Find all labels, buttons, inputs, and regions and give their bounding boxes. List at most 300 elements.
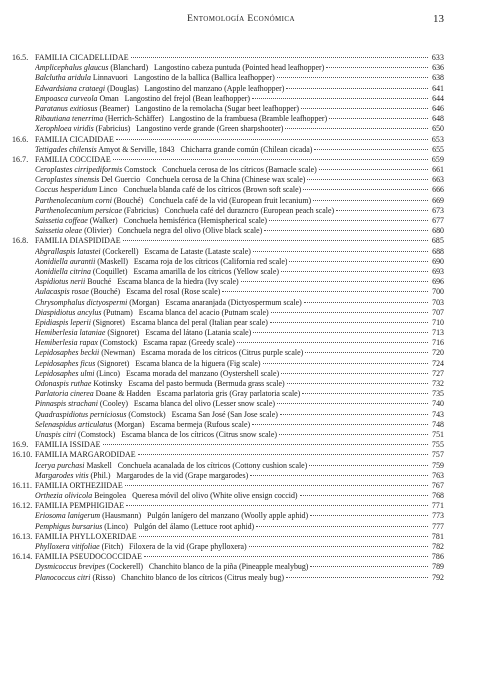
leader-dots [263,363,428,364]
page-ref: 755 [431,440,444,450]
species-entry [35,216,267,226]
toc-species-row [12,216,444,226]
page-ref: 661 [432,165,444,175]
page-ref: 666 [432,185,444,195]
leader-dots [249,546,428,547]
author: (Beamer) [99,103,130,113]
author: Maskell [86,460,112,470]
toc-species-row [12,471,444,481]
author: (Comstock) [99,338,138,348]
leader-dots [241,281,428,282]
common-name: Filoxera de la vid (Grape phylloxera) [129,542,247,551]
toc-species-row [12,410,444,420]
page-ref: 751 [432,429,444,439]
leader-dots [271,312,428,313]
toc-species-row [12,359,444,369]
author: Linnavuori [92,73,128,83]
scientific-name: Lepidosaphes beckii [35,348,100,358]
toc-species-row [12,328,444,338]
scientific-name: Chrysomphalus dictyospermi [35,297,128,307]
scientific-name: Parthenolecanium persicae [35,205,122,215]
page-ref: 690 [432,256,444,266]
leader-dots [314,149,428,150]
page-ref: 716 [432,338,444,348]
scientific-name: Coccus hesperidum [35,185,98,195]
species-entry [35,114,327,124]
leader-dots [329,118,428,119]
page-ref: 732 [432,379,444,388]
leader-dots [309,465,428,466]
leader-dots [252,424,428,425]
page-ref: 773 [432,511,444,521]
common-name: Escama San José (San Jose scale) [171,409,278,419]
common-name: Chanchito blanco de la piña (Pineapple mealybug) [148,562,309,572]
page-ref: 648 [432,114,444,124]
author: (Fitch) [101,542,124,551]
common-name: Escama de Lataste (Lataste scale) [144,246,251,256]
common-name: Conchuela acanalada de los cítricos (Cottony cushion scale) [117,460,308,470]
author: (Fabricius) [123,205,159,215]
leader-dots [253,251,428,252]
author: Kotinsky [93,379,123,388]
toc-species-row [12,308,444,318]
species-entry [35,348,303,358]
toc-species-row [12,73,444,83]
leader-dots [281,271,428,272]
author: (Walker) [89,216,118,225]
species-entry [35,257,287,267]
common-name: Escama roja de los cítricos (California red scale) [133,256,288,266]
page-ref: 673 [432,205,444,215]
leader-dots [304,302,428,303]
section-number: 16.12. [12,501,33,511]
page-ref: 767 [431,480,444,490]
toc-species-row [12,348,444,358]
page-ref: 735 [432,389,444,399]
page-ref: 707 [432,307,444,317]
common-name: Escama bermeja (Rufous scale) [150,419,251,429]
family-name: FAMILIA PSEUDOCOCCIDAE [35,552,143,562]
page-ref: 700 [432,287,444,297]
author: Beingolea [94,491,127,501]
toc-species-row [12,379,444,389]
toc-family-row [12,501,444,511]
toc-species-row [12,185,444,195]
common-name: Conchuela blanda café de los cítricos (Brown soft scale) [123,185,302,195]
author: (Morgan) [114,419,145,429]
scientific-name: Planococcus citri [35,572,91,582]
page-ref: 720 [432,348,444,358]
running-title: Entomología Económica [187,14,295,24]
leader-dots [252,98,428,99]
page-ref: 688 [432,246,444,256]
family-name: FAMILIA PEMPHIGIDAE [35,501,125,511]
author: Amyot & Serville, 1843 [98,144,175,154]
leader-dots [289,261,428,262]
common-name: Conchuela hemisférica (Hemispherical scale) [123,216,268,225]
scientific-name: Ceroplastes sinensis [35,175,100,185]
page-ref: 696 [432,277,444,287]
leader-dots [336,210,428,211]
page-number: 13 [433,13,444,25]
leader-dots [301,108,428,109]
author: (Bouché) [113,195,144,205]
common-name: Conchuela cerosa de la China (Chinese wax scale) [146,175,306,185]
toc-species-row [12,226,444,236]
author: Comstock [124,165,157,175]
leader-dots [125,485,428,486]
species-entry [35,206,334,216]
scientific-name: Empoasca curveola [35,93,98,103]
scientific-name: Aulacaspis rosae [35,287,89,297]
page-ref: 789 [432,562,444,572]
family-name: FAMILIA ORTHEZIIDAE [35,480,123,490]
page-ref: 669 [432,195,444,205]
leader-dots [103,444,428,445]
scientific-name: Aonidiella citrina [35,266,91,276]
common-name: Conchuela negra del olivo (Olive black scale) [117,226,263,236]
common-name: Langostino de la frambuesa (Bramble leafhopper) [169,114,328,124]
species-entry [35,145,312,155]
toc-species-row [12,94,444,104]
leader-dots [264,230,428,231]
scientific-name: Phylloxera vitifoliae [35,542,100,551]
toc-species-row [12,206,444,216]
toc-species-row [12,522,444,532]
common-name: Escama del pasto bermuda (Bermuda grass scale) [128,379,285,388]
species-entry [35,318,268,328]
section-number: 16.7. [12,154,29,164]
leader-dots [319,169,428,170]
toc-species-row [12,104,444,114]
author: (Putnam) [103,307,133,317]
common-name: Langostino del manzano (Apple leafhopper) [144,83,285,93]
species-entry [35,308,269,318]
page-ref: 693 [432,266,444,276]
section-number: 16.5. [12,53,29,62]
toc-family-row [12,450,444,460]
toc-family-row [12,135,444,145]
scientific-name: Lepidosaphes ficus [35,358,96,368]
leader-dots [326,67,428,68]
page-ref: 713 [432,328,444,338]
species-entry [35,185,301,195]
leader-dots [139,536,428,537]
scientific-name: Lepidosaphes ulmi [35,368,95,378]
scientific-name: Epidiaspis leperii [35,317,91,327]
author: (Fabricius) [95,124,131,134]
family-name: FAMILIA CICADELLIDAE [35,53,129,62]
toc-family-row [12,440,444,450]
species-entry [35,562,308,572]
scientific-name: Ceroplastes cirripediformis [35,165,123,175]
section-number: 16.8. [12,236,29,246]
page-ref: 748 [432,419,444,429]
author: (Comstock) [128,409,166,419]
species-entry [35,226,262,236]
leader-dots [310,515,428,516]
page-ref: 685 [431,236,444,246]
species-entry [35,511,308,521]
common-name: Escama del rosal (Rose scale) [126,287,221,297]
author: (Signoret) [92,317,125,327]
common-name: Langostino del frejol (Bean leafhopper) [124,93,250,103]
author: Bouché [87,277,112,287]
section-number: 16.13. [12,531,33,541]
leader-dots [113,159,428,160]
family-name: FAMILIA PHYLLOXERIDAE [35,531,137,541]
page-ref: 727 [432,368,444,378]
leader-dots [131,57,428,58]
page-ref: 653 [431,134,444,144]
toc-species-row [12,461,444,471]
author: (Signoret) [107,328,140,338]
toc-species-row [12,196,444,206]
common-name: Chicharra grande común (Chilean cicada) [180,144,313,154]
author: (Maskell) [97,256,128,266]
page-ref: 650 [432,124,444,134]
author: (Phil.) [90,470,111,480]
species-entry [35,410,278,420]
common-name: Escama morada del manzano (Oystershell scale) [125,368,280,378]
family-name: FAMILIA DIASPIDIDAE [35,236,121,246]
common-name: Escama blanca del peral (Italian pear scale) [130,317,268,327]
author: Linco [99,185,118,195]
scientific-name: Hemiberlesia lataniae [35,328,106,338]
page-ref: 763 [432,470,444,480]
page-ref: 636 [432,63,444,73]
toc-species-row [12,399,444,409]
species-entry [35,359,261,369]
species-entry [35,94,250,104]
toc-species-row [12,511,444,521]
common-name: Conchuela cerosa de los cítricos (Barnacle scale) [162,165,317,175]
common-name: Chanchito blanco de los cítricos (Citrus mealy bug) [121,572,284,582]
common-name: Escama blanca del olivo (Lesser snow scale) [133,399,275,409]
species-entry [35,399,275,409]
scientific-name: Aonidiella aurantii [35,256,96,266]
toc-species-row [12,84,444,94]
leader-dots [237,342,428,343]
page-ref: 703 [432,297,444,307]
toc-species-row [12,430,444,440]
page-ref: 781 [431,531,444,541]
author: (Morgan) [129,297,160,307]
scientific-name: Pinnaspis strachani [35,399,98,409]
toc-species-row [12,145,444,155]
toc-species-row [12,247,444,257]
author: (Cockerell) [102,246,139,256]
species-entry [35,369,279,379]
toc-species-row [12,277,444,287]
leader-dots [313,200,428,201]
author: (Herrich-Schäffer) [105,114,164,124]
scientific-name: Abgrallaspis latastei [35,246,101,256]
leader-dots [116,139,428,140]
species-entry [35,73,275,83]
scientific-name: Unaspis citri [35,429,76,439]
toc-species-row [12,114,444,124]
toc-family-row [12,236,444,246]
page-ref: 710 [432,317,444,327]
leader-dots [307,179,428,180]
common-name: Conchuela café del durazncro (European peach scale) [164,205,335,215]
scientific-name: Amplicephalus glaucus [35,63,109,73]
page-ref: 633 [431,53,444,62]
scientific-name: Dysmicoccus brevipes [35,562,106,572]
toc-species-row [12,287,444,297]
scientific-name: Hemiberlesia rapax [35,338,98,348]
page-header [0,14,482,30]
leader-dots [300,495,428,496]
leader-dots [250,475,428,476]
leader-dots [303,189,428,190]
leader-dots [279,434,428,435]
species-entry [35,328,251,338]
scientific-name: Parlatoria cinerea [35,389,94,399]
family-name: FAMILIA COCCIDAE [35,154,111,164]
leader-dots [222,291,428,292]
author: (Signoret) [97,358,130,368]
author: (Linco) [104,521,128,531]
author: (Newman) [101,348,135,358]
scientific-name: Eriosoma lanigerum [35,511,101,521]
species-entry [35,267,279,277]
common-name: Escama amarilla de los cítricos (Yellow scale) [133,266,280,276]
page-ref: 680 [432,226,444,236]
leader-dots [144,556,428,557]
scientific-name: Icerya purchasi [35,460,85,470]
toc-species-row [12,318,444,328]
species-entry [35,287,220,297]
toc-species-row [12,165,444,175]
species-entry [35,471,248,481]
leader-dots [310,566,428,567]
scientific-name: Xerophloea viridis [35,124,94,134]
toc-species-row [12,542,444,552]
common-name: Escama blanca del acacio (Putnam scale) [138,307,269,317]
author: Oman [99,93,119,103]
species-entry [35,430,277,440]
scientific-name: Selenaspidus articulatus [35,419,113,429]
leader-dots [277,77,428,78]
page-ref: 771 [431,501,444,511]
common-name: Escama blanca de la hiedra (Ivy scale) [117,277,239,287]
table-of-contents [12,53,444,583]
species-entry [35,196,311,206]
common-name: Pulgón lanígero del manzano (Woolly apple aphid) [147,511,309,521]
common-name: Escama anaranjada (Dictyospermum scale) [165,297,302,307]
scientific-name: Parthenolecanium corni [35,195,112,205]
author: (Bouché) [90,287,121,297]
author: (Blanchard) [110,63,149,73]
leader-dots [302,393,428,394]
scientific-name: Balclutha aridula [35,73,91,83]
toc-family-row [12,532,444,542]
species-entry [35,420,250,430]
scientific-name: Aspidiotus nerii [35,277,86,287]
scientific-name: Odonaspis ruthae [35,379,92,388]
section-number: 16.14. [12,552,33,562]
scientific-name: Edwardsiana crataegi [35,83,106,93]
common-name: Langostino cabeza puntuda (Pointed head leafhopper) [154,63,325,73]
toc-species-row [12,257,444,267]
common-name: Escama morada de los cítricos (Citrus purple scale) [140,348,304,358]
toc-species-row [12,369,444,379]
toc-family-row [12,53,444,63]
species-entry [35,573,284,583]
page-ref: 757 [431,450,444,460]
toc-species-row [12,63,444,73]
common-name: Escama blanca de los cítricos (Citrus snow scale) [121,429,277,439]
author: (Douglas) [107,83,139,93]
leader-dots [286,88,428,89]
toc-species-row [12,573,444,583]
scientific-name: Orthezia olivicola [35,491,93,501]
scientific-name: Paratanus exitiosus [35,103,98,113]
page-ref: 644 [432,93,444,103]
author: (Cooley) [99,399,128,409]
common-name: Escama parlatoria gris (Gray parlatoria scale) [156,389,301,399]
toc-species-row [12,338,444,348]
family-name: FAMILIA ISSIDAE [35,440,101,450]
species-entry [35,522,254,532]
leader-dots [123,240,428,241]
page-ref: 724 [432,358,444,368]
leader-dots [281,373,428,374]
leader-dots [253,332,428,333]
species-entry [35,338,235,348]
section-number: 16.11. [12,480,33,490]
author: (Risso) [92,572,116,582]
scientific-name: Ribautiana tenerrima [35,114,104,124]
page-ref: 638 [432,73,444,83]
species-entry [35,175,305,185]
section-number: 16.9. [12,440,29,450]
common-name: Conchuela café de la vid (European fruit lecanium) [149,195,312,205]
page-ref: 740 [432,399,444,409]
species-entry [35,389,300,399]
page-ref: 792 [432,572,444,582]
common-name: Langostino de la ballica (Ballica leafhopper) [133,73,275,83]
author: (Comstock) [77,429,116,439]
toc-species-row [12,562,444,572]
page-ref: 768 [432,491,444,501]
page-ref: 659 [431,154,444,164]
species-entry [35,104,299,114]
common-name: Escama rapaz (Greedy scale) [143,338,235,348]
leader-dots [270,322,428,323]
leader-dots [285,128,428,129]
common-name: Pulgón del álamo (Lettuce root aphid) [133,521,255,531]
page-ref: 646 [432,103,444,113]
leader-dots [138,454,428,455]
author: Del Guercio [101,175,141,185]
scientific-name: Quadraspidiotus perniciosus [35,409,127,419]
leader-dots [305,352,428,353]
family-name: FAMILIA MARGARODIDAE [35,450,136,460]
species-entry [35,277,239,287]
species-entry [35,298,302,308]
toc-family-row [12,552,444,562]
leader-dots [280,414,428,415]
common-name: Margarodes de la vid (Grape margarodes) [116,470,249,480]
toc-species-row [12,124,444,134]
common-name: Langostino verde grande (Green sharpshooter) [136,124,284,134]
section-number: 16.10. [12,450,33,460]
leader-dots [277,403,428,404]
author: (Olivier) [84,226,112,236]
